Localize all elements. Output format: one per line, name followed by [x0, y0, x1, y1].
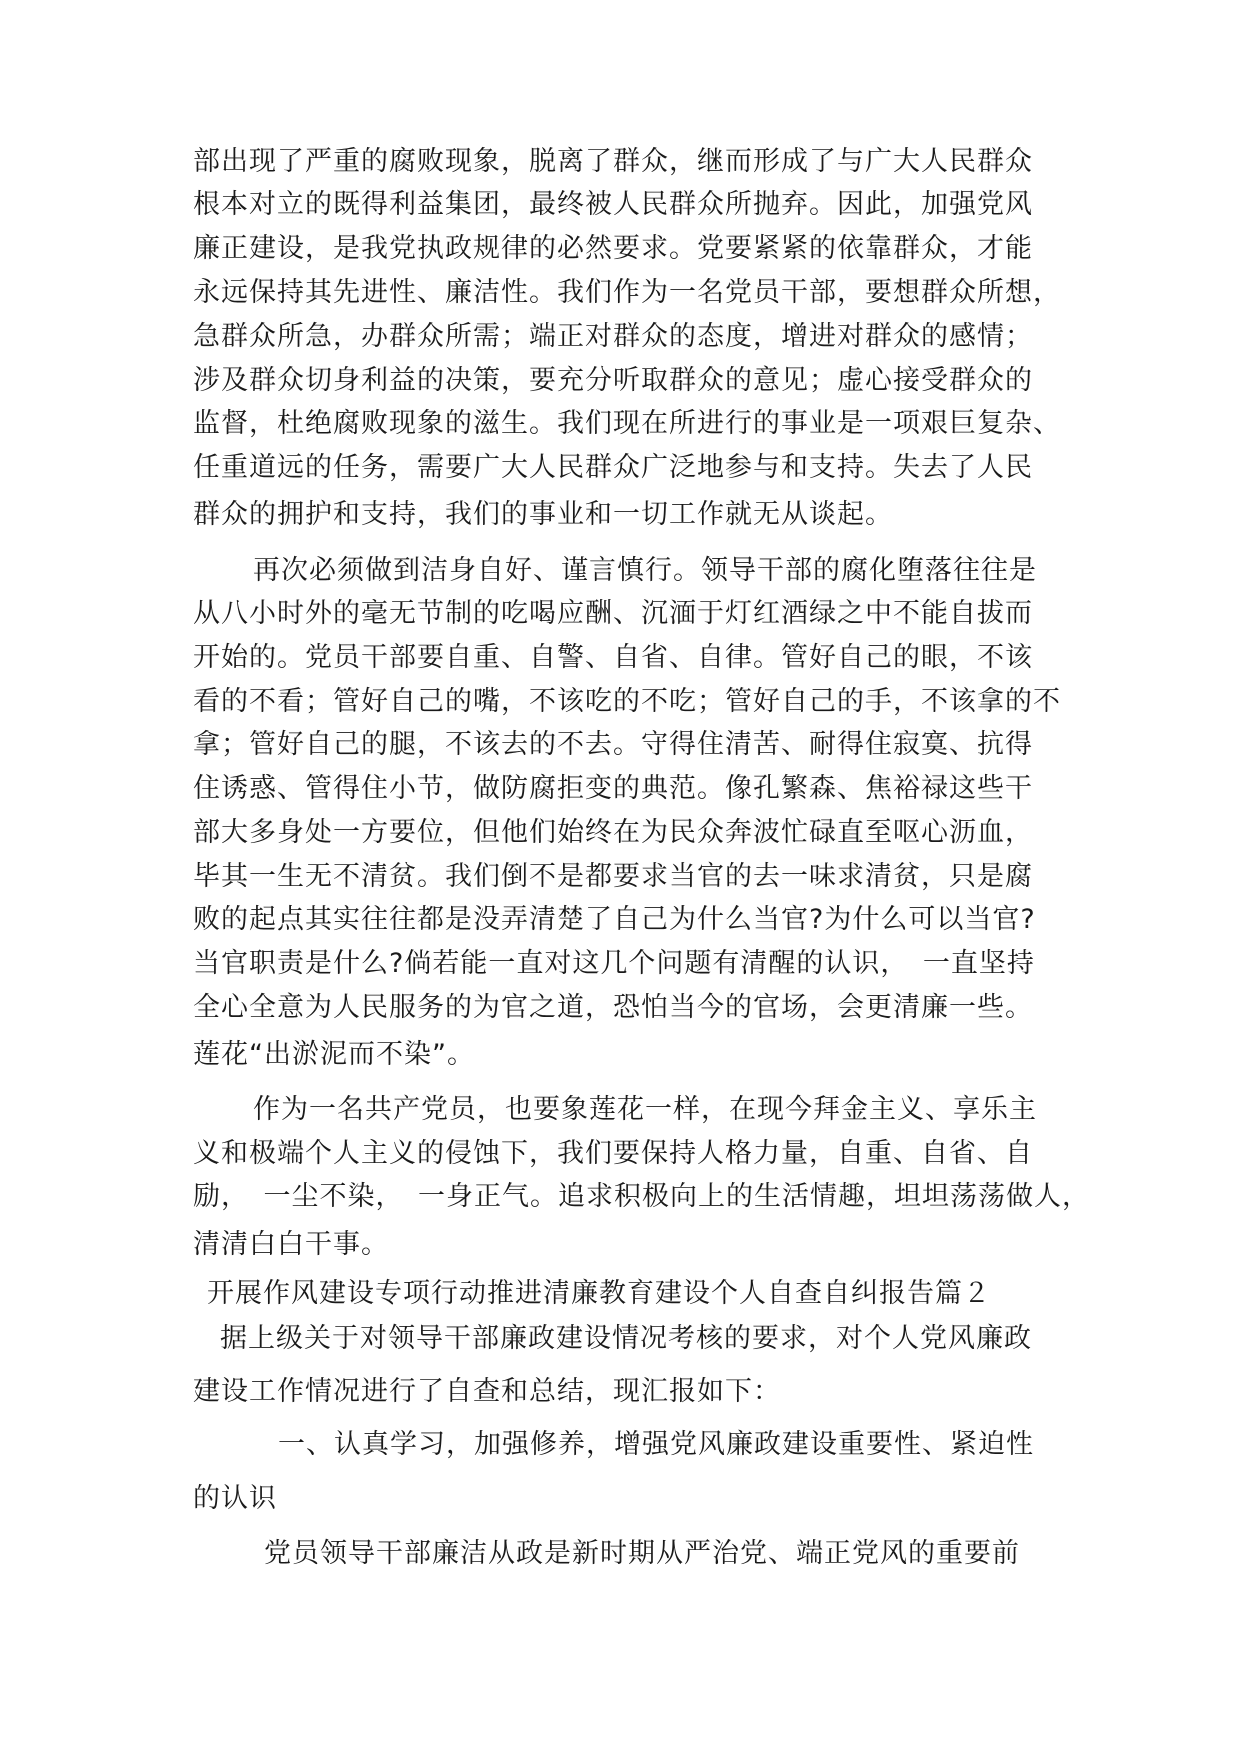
text-line: 当官职责是什么?倘若能一直对这几个问题有清醒的认识， 一直坚持	[193, 948, 1035, 979]
text-line: 永远保持其先进性、廉洁性。我们作为一名党员干部，要想群众所想，	[193, 277, 1061, 308]
text-line: 部出现了严重的腐败现象，脱离了群众，继而形成了与广大人民群众	[193, 146, 1033, 177]
text-line: 部大多身处一方要位，但他们始终在为民众奔波忙碌直至呕心沥血，	[193, 817, 1033, 848]
text-line: 再次必须做到洁身自好、谨言慎行。领导干部的腐化堕落往往是	[253, 555, 1037, 586]
section-title: 开展作风建设专项行动推进清廉教育建设个人自查自纠报告篇２	[207, 1278, 991, 1309]
text-line: 任重道远的任务，需要广大人民群众广泛地参与和支持。失去了人民	[193, 452, 1033, 483]
text-line: 拿；管好自己的腿，不该去的不去。守得住清苦、耐得住寂寞、抗得	[193, 729, 1033, 760]
text-line: 全心全意为人民服务的为官之道，恐怕当今的官场，会更清廉一些。	[193, 992, 1033, 1023]
text-line: 建设工作情况进行了自查和总结，现汇报如下：	[193, 1376, 781, 1407]
text-line: 据上级关于对领导干部廉政建设情况考核的要求，对个人党风廉政	[220, 1323, 1032, 1354]
text-line: 群众的拥护和支持，我们的事业和一切工作就无从谈起。	[193, 499, 893, 530]
text-line: 看的不看；管好自己的嘴，不该吃的不吃；管好自己的手，不该拿的不	[193, 686, 1061, 717]
text-line: 开始的。党员干部要自重、自警、自省、自律。管好自己的眼，不该	[193, 642, 1033, 673]
text-line: 廉正建设，是我党执政规律的必然要求。党要紧紧的依靠群众，才能	[193, 233, 1033, 264]
text-line: 根本对立的既得利益集团，最终被人民群众所抛弃。因此，加强党风	[193, 189, 1033, 220]
text-line: 涉及群众切身利益的决策，要充分听取群众的意见；虚心接受群众的	[193, 365, 1033, 396]
text-line: 监督，杜绝腐败现象的滋生。我们现在所进行的事业是一项艰巨复杂、	[193, 408, 1061, 439]
heading-one-cont: 的认识	[193, 1483, 277, 1514]
text-line: 毕其一生无不清贫。我们倒不是都要求当官的去一味求清贫，只是腐	[193, 861, 1033, 892]
heading-one: 一、认真学习，加强修养，增强党风廉政建设重要性、紧迫性	[278, 1429, 1034, 1460]
text-line: 作为一名共产党员，也要象莲花一样，在现今拜金主义、享乐主	[253, 1094, 1037, 1125]
text-line: 莲花“出淤泥而不染”。	[193, 1039, 475, 1070]
text-line: 励， 一尘不染， 一身正气。追求积极向上的生活情趣，坦坦荡荡做人，	[193, 1181, 1090, 1212]
text-line: 从八小时外的毫无节制的吃喝应酬、沉湎于灯红酒绿之中不能自拔而	[193, 598, 1033, 629]
text-line: 急群众所急，办群众所需；端正对群众的态度，增进对群众的感情；	[193, 321, 1033, 352]
text-line: 清清白白干事。	[193, 1229, 389, 1260]
text-line: 义和极端个人主义的侵蚀下，我们要保持人格力量，自重、自省、自	[193, 1138, 1033, 1169]
text-line: 住诱惑、管得住小节，做防腐拒变的典范。像孔繁森、焦裕禄这些干	[193, 773, 1033, 804]
text-line: 党员领导干部廉洁从政是新时期从严治党、端正党风的重要前	[264, 1538, 1020, 1569]
text-line: 败的起点其实往往都是没弄清楚了自己为什么当官?为什么可以当官?	[193, 904, 1036, 935]
